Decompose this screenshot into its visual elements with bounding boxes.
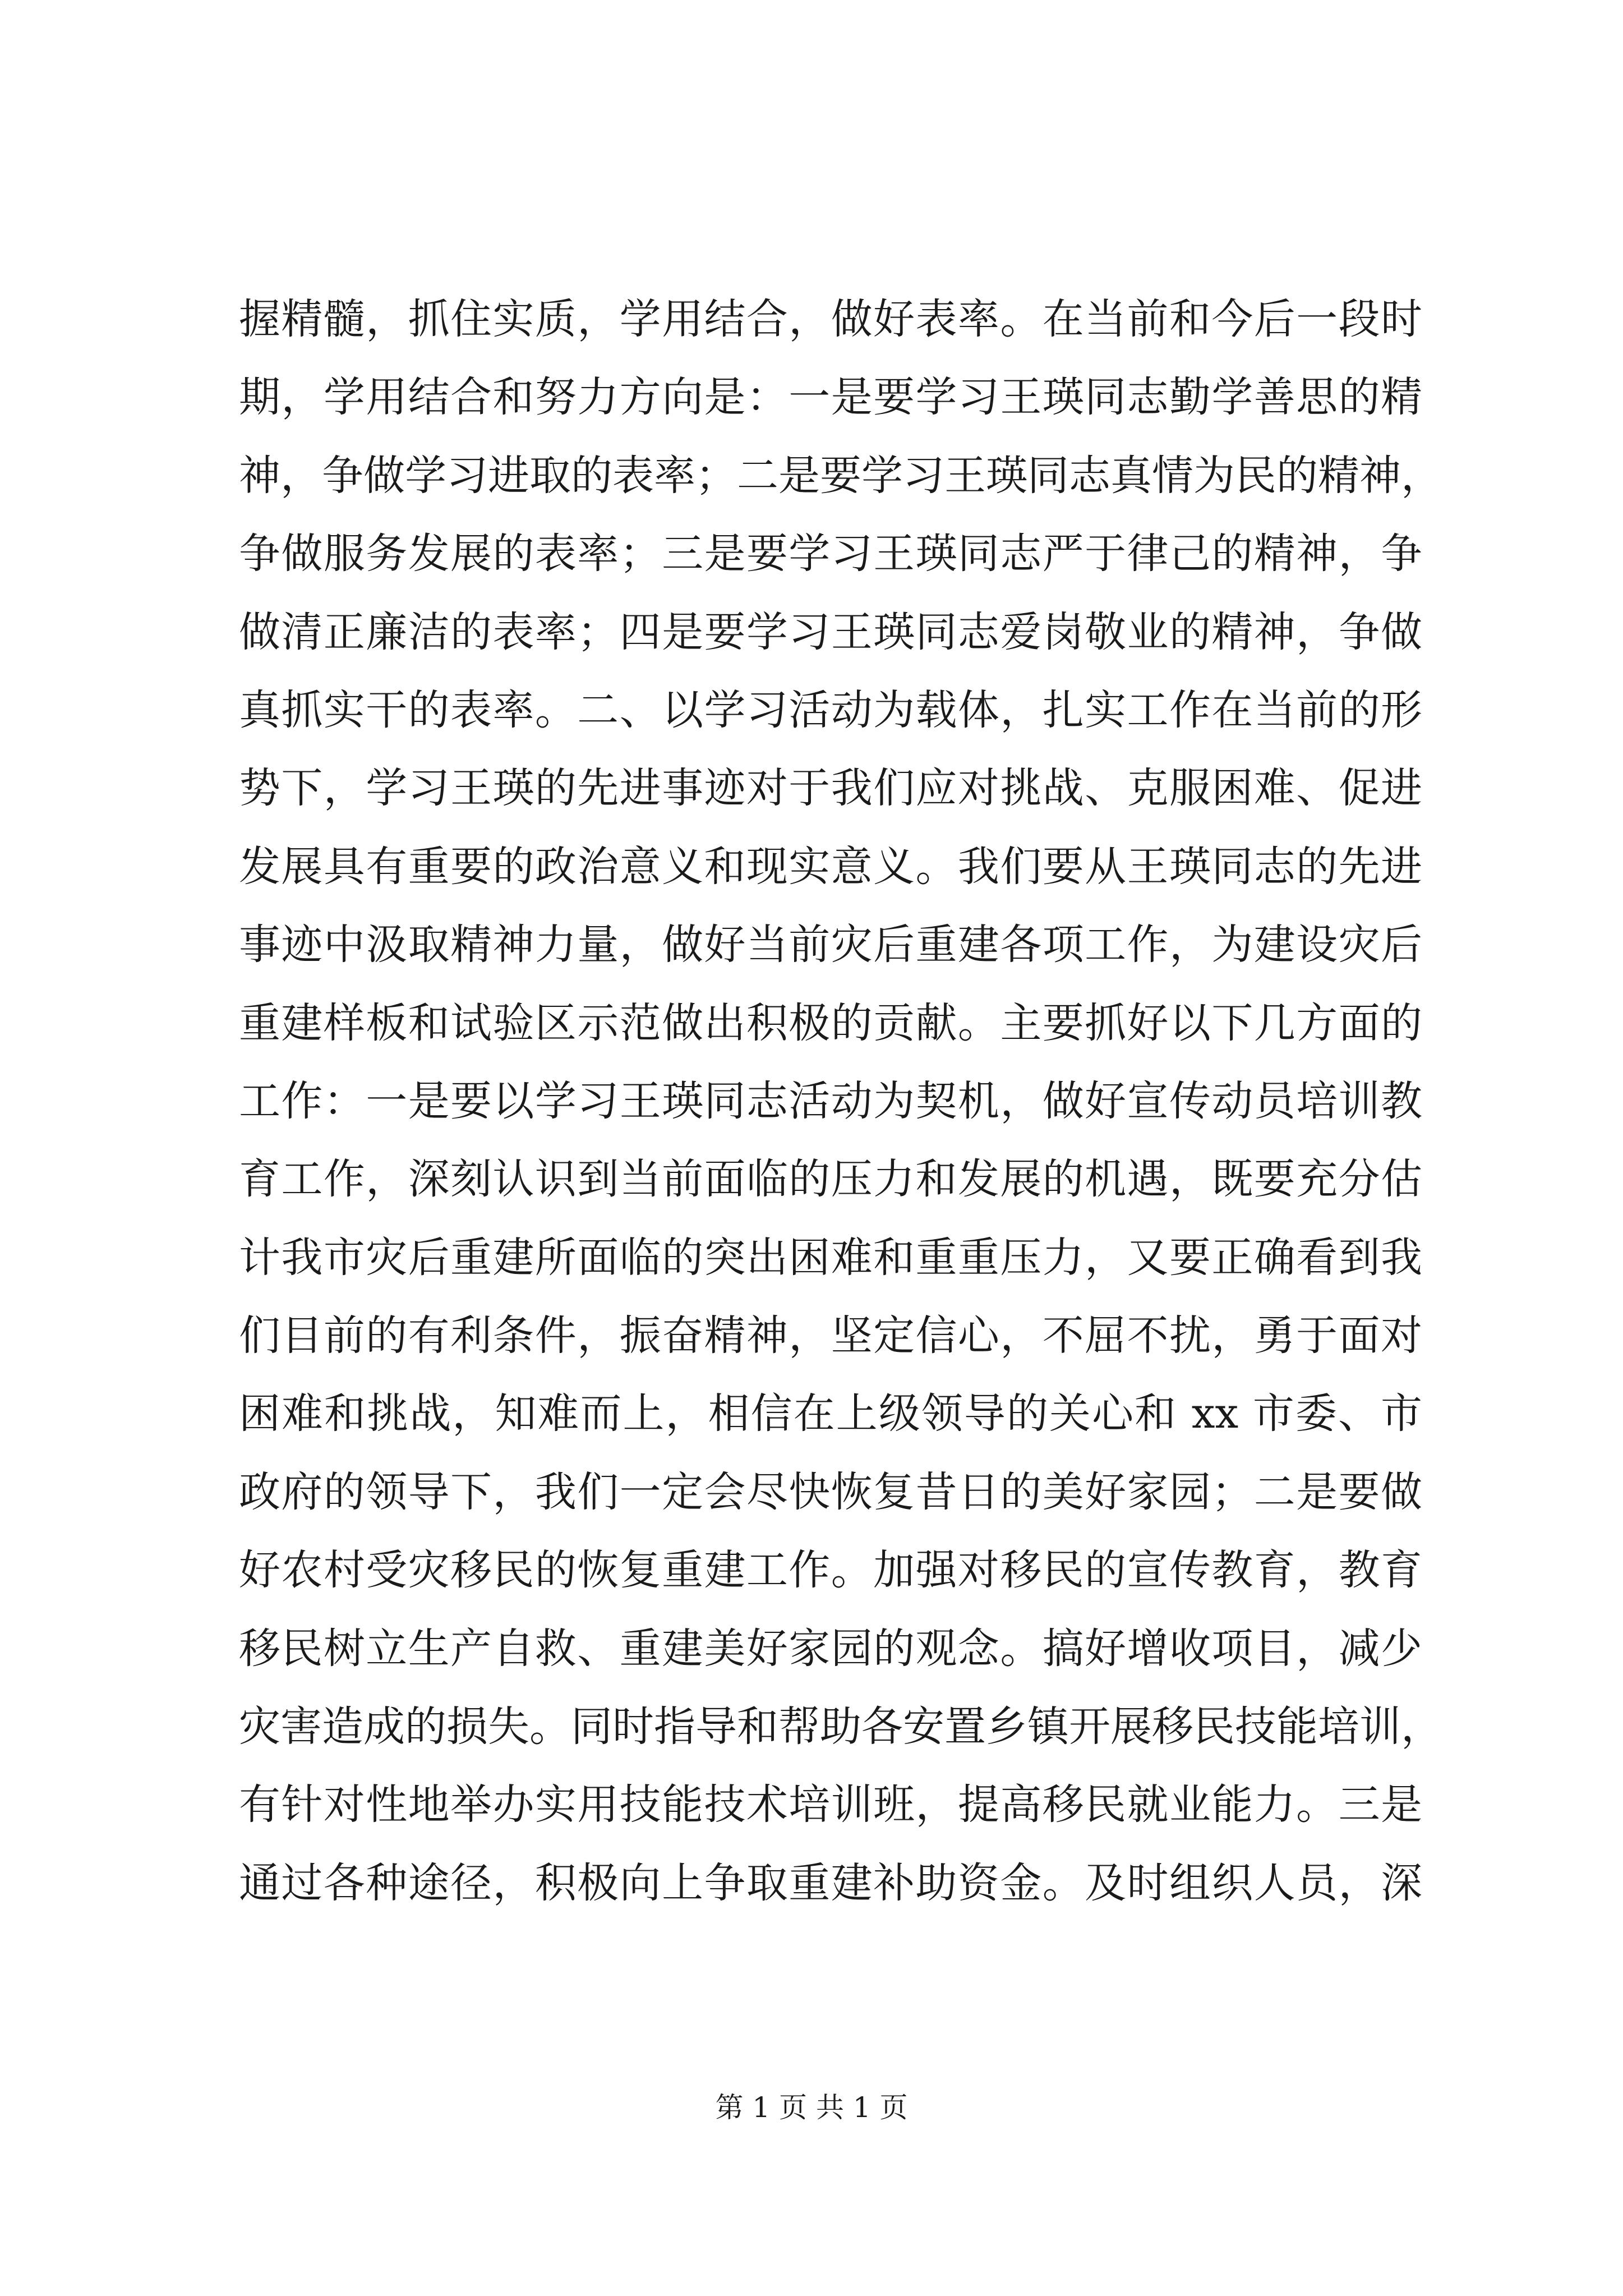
text-line: 移民树立生产自救、重建美好家园的观念。搞好增收项目，减少 xyxy=(239,1624,1422,1673)
text-line: 发展具有重要的政治意义和现实意义。我们要从王瑛同志的先进 xyxy=(239,842,1422,891)
text-line: 势下，学习王瑛的先进事迹对于我们应对挑战、克服困难、促进 xyxy=(239,764,1422,813)
text-line: 有针对性地举办实用技能技术培训班，提高移民就业能力。三是 xyxy=(239,1780,1422,1829)
text-line: 困难和挑战，知难而上，相信在上级领导的关心和 xx 市委、市 xyxy=(239,1389,1422,1438)
text-line: 育工作，深刻认识到当前面临的压力和发展的机遇，既要充分估 xyxy=(239,1155,1422,1204)
text-line: 们目前的有利条件，振奋精神，坚定信心，不屈不扰，勇于面对 xyxy=(239,1312,1422,1360)
text-line: 真抓实干的表率。二、以学习活动为载体，扎实工作在当前的形 xyxy=(239,685,1422,734)
text-line: 握精髓，抓住实质，学用结合，做好表率。在当前和今后一段时 xyxy=(239,295,1422,343)
text-line: 通过各种途径，积极向上争取重建补助资金。及时组织人员，深 xyxy=(239,1858,1422,1907)
page-number-footer: 第 1 页 共 1 页 xyxy=(715,2091,908,2124)
body-text xyxy=(239,280,1442,1922)
text-line: 神，争做学习进取的表率；二是要学习王瑛同志真情为民的精神， xyxy=(239,451,1442,500)
text-line: 计我市灾后重建所面临的突出困难和重重压力，又要正确看到我 xyxy=(239,1233,1422,1282)
text-line: 工作：一是要以学习王瑛同志活动为契机，做好宣传动员培训教 xyxy=(239,1076,1422,1125)
text-line: 期，学用结合和努力方向是：一是要学习王瑛同志勤学善思的精 xyxy=(239,373,1422,422)
text-line: 争做服务发展的表率；三是要学习王瑛同志严于律己的精神，争 xyxy=(239,530,1422,578)
text-line: 重建样板和试验区示范做出积极的贡献。主要抓好以下几方面的 xyxy=(239,999,1422,1047)
text-line: 好农村受灾移民的恢复重建工作。加强对移民的宣传教育，教育 xyxy=(239,1546,1422,1595)
text-line: 事迹中汲取精神力量，做好当前灾后重建各项工作，为建设灾后 xyxy=(239,921,1422,969)
text-line: 灾害造成的损失。同时指导和帮助各安置乡镇开展移民技能培训， xyxy=(239,1703,1442,1751)
text-line: 做清正廉洁的表率；四是要学习王瑛同志爱岗敬业的精神，争做 xyxy=(239,608,1422,656)
text-line: 政府的领导下，我们一定会尽快恢复昔日的美好家园；二是要做 xyxy=(239,1467,1422,1516)
